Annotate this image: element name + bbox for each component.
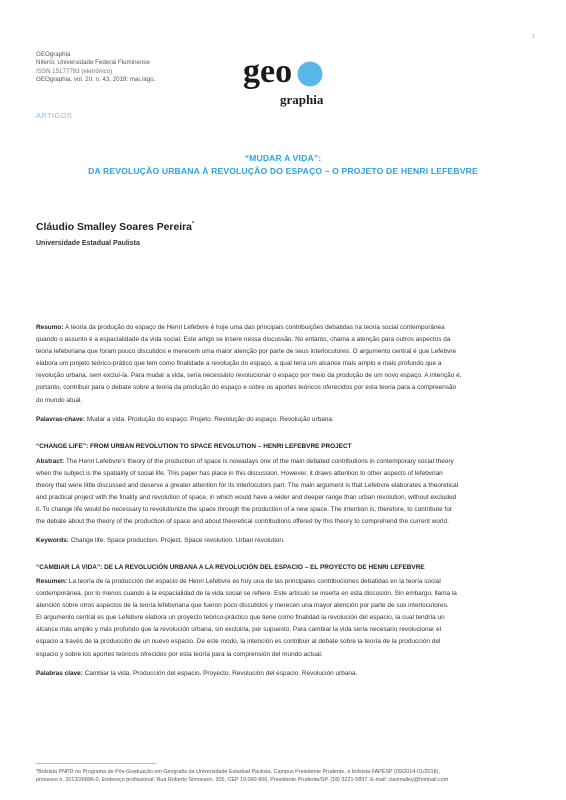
author-footnote <box>36 768 536 784</box>
resumo-line: revolução urbana, sem excluí-la. Para mudar a vida, seria necessário revolucionar o espaço por meio da produção de um novo espaço. A intenção é, <box>36 372 462 380</box>
resumen-keywords-label: Palabras clave: <box>36 670 83 677</box>
journal-volume: GEOgraphia, vol. 20, n. 43, 2018: mai./ago. <box>36 75 156 83</box>
journal-place: Niterói, Universidade Federal Fluminense <box>36 59 150 67</box>
author-affiliation: Universidade Estadual Paulista <box>36 240 140 247</box>
resumen-heading: “CAMBIAR LA VIDA”: DE LA REVOLUCIÓN URBANA A LA REVOLUCIÓN DEL ESPACIO – EL PROYECTO DE HENRI LEFEBVRE <box>36 564 425 571</box>
geographia-logo-mark <box>243 51 325 109</box>
resumo-block <box>36 322 533 407</box>
article-title-line-2: DA REVOLUÇÃO URBANA À REVOLUÇÃO DO ESPAÇO – O PROJETO DE HENRI LEFEBVRE <box>88 166 478 176</box>
article-title-line-1: “MUDAR A VIDA”: <box>244 153 322 163</box>
resumo-line: teoria lefebvriana que foram pouco discutidos e merecem uma maior atenção por parte de seus interlocutores. O argumento central é que Lefebvre <box>36 348 457 356</box>
abstract-line: it. To change life would be necessary to revolutionize the space through the production of a new space. The intention is, therefore, to contribute for <box>36 506 452 514</box>
resumo-label: Resumo: <box>36 324 64 331</box>
resumo-line: portanto, contribuir para o debate sobre a teoria da produção do espaço e sobre os aportes teóricos oferecidos por esta teoria para a compreensão <box>36 384 457 392</box>
abstract-keywords-label: Keywords: <box>36 537 69 544</box>
footnote-line-1: *Bolsista PNPD no Programa de Pós-Graduação em Geografia da Universidade Estadual Paulista, Campus Presidente Prudente, e bolsista FAPESP (09/2014-01/2018), <box>36 769 440 775</box>
abstract-label: Abstract: <box>36 458 65 465</box>
resumen-line: alcance más amplio y más profundo que la revolución urbana, sin excluirla, por supuesto. Para cambiar la vida sería necesario revolucionar el <box>36 626 442 634</box>
resumen-line: atención sobre otros aspectos de la teoría lefebvriana que fueron poco discutidos y merecen una mayor atención por parte de sus interlocutores. <box>36 602 449 610</box>
abstract-keywords: Keywords: Change life. Space production. Project. Space revolution. Urban revolution. <box>36 537 285 544</box>
logo-top-text: geo <box>243 53 293 90</box>
logo-bottom-text: graphia <box>280 92 324 107</box>
page-number: 1 <box>532 34 535 40</box>
resumo-line: do mundo atual. <box>36 396 83 404</box>
resumo-keywords-label: Palavras-chave: <box>36 416 86 423</box>
resumen-line: espacio y sobre los aportes teóricos ofrecidos por esta teoría para la comprensión del mundo actual. <box>36 650 323 658</box>
abstract-line: and practical project with the finality and revolution of space, in which would have a wider and deeper range than urban revolution, without excluded <box>36 494 457 502</box>
resumen-label: Resumen: <box>36 578 68 585</box>
journal-issn: ISSN 15177793 (eletrônico) <box>36 67 113 75</box>
resumo-line: elabora um projeto teórico-prático que tem como finalidade a revolução do espaço, a qual teria um alcance mais amplo e mais profundo que a <box>36 360 442 368</box>
resumen-block <box>36 576 533 661</box>
author-name-text: Cláudio Smalley Soares Pereira <box>36 222 192 233</box>
journal-name: GEOgraphia <box>36 51 71 58</box>
abstract-block <box>36 456 533 529</box>
author-footnote-marker: * <box>191 221 194 227</box>
resumen-line: contemporánea, por lo menos cuando a la espacialidad de la vida social se refiere. Este artículo se inserta en esta discusión. Sin embargo, llama la <box>36 590 457 598</box>
footnote-line-2: processo n. 2013/26896-0. Endereço profissional: Rua Roberto Simonsen, 305, CEP 19.060-900, Presidente Prudente/SP. (18) 3221-5897. E-mail: clasmalley@hotmail.com <box>36 777 449 783</box>
section-label: ARTIGOS <box>36 111 73 120</box>
resumo-keywords: Palavras-chave: Mudar a vida. Produção do espaço. Projeto. Revolução do espaço. Revolução urbana. <box>36 416 334 423</box>
resumen-line: El argumento central es que Lefebvre elabora un proyecto teórico-práctico que tiene como finalidad la revolución del espacio, la cual tendría un <box>36 614 445 622</box>
author-name <box>36 222 194 233</box>
resumen-line: Resumen: La teoría de la producción del espacio de Henri Lefebvre es hoy una de las principales contribuciones debatidas en la teoría social <box>36 578 441 585</box>
geographia-logo <box>243 51 325 109</box>
footnote-divider <box>36 763 156 764</box>
abstract-line: Abstract: The Henri Lefebvre’s theory of the production of space is nowadays one of the main debated contributions in contemporary social theory <box>36 458 454 465</box>
abstract-line: when the subject is the spatiality of social life. This paper has place in this discussion. However, it draws attention to other aspects of lefebvrian <box>36 470 443 478</box>
resumen-line: espacio a través de la producción de un nuevo espacio. De este modo, la intención es contribuir al debate sobre la teoría de la producción del <box>36 638 441 646</box>
journal-masthead <box>36 51 155 84</box>
abstract-line: the debate about the theory of the production of space and about theoretical contributions offered by this theory to comprehend the current world. <box>36 518 449 526</box>
resumo-line: quando o assunto é a espacialidade da vida social. Este artigo se insere nessa discussão. No entanto, chama a atenção para outros aspectos da <box>36 336 451 344</box>
resumo-line: Resumo: A teoria da produção do espaço de Henri Lefebvre é hoje uma das principais contribuições debatidas na teoria social contemporânea <box>36 324 445 331</box>
abstract-heading: “CHANGE LIFE”: FROM URBAN REVOLUTION TO SPACE REVOLUTION – HENRI LEFEBVRE PROJECT <box>36 443 352 450</box>
resumen-keywords: Palabras clave: Cambiar la vida. Producción del espacio. Proyecto. Revolución del espacio. Revolución urbana. <box>36 670 358 677</box>
abstract-line: theory that were little discussed and deserve a greater attention for its interlocutors part. The main argument is that Lefebvre elaborates a theoretical <box>36 482 459 490</box>
logo-dot <box>298 62 323 87</box>
